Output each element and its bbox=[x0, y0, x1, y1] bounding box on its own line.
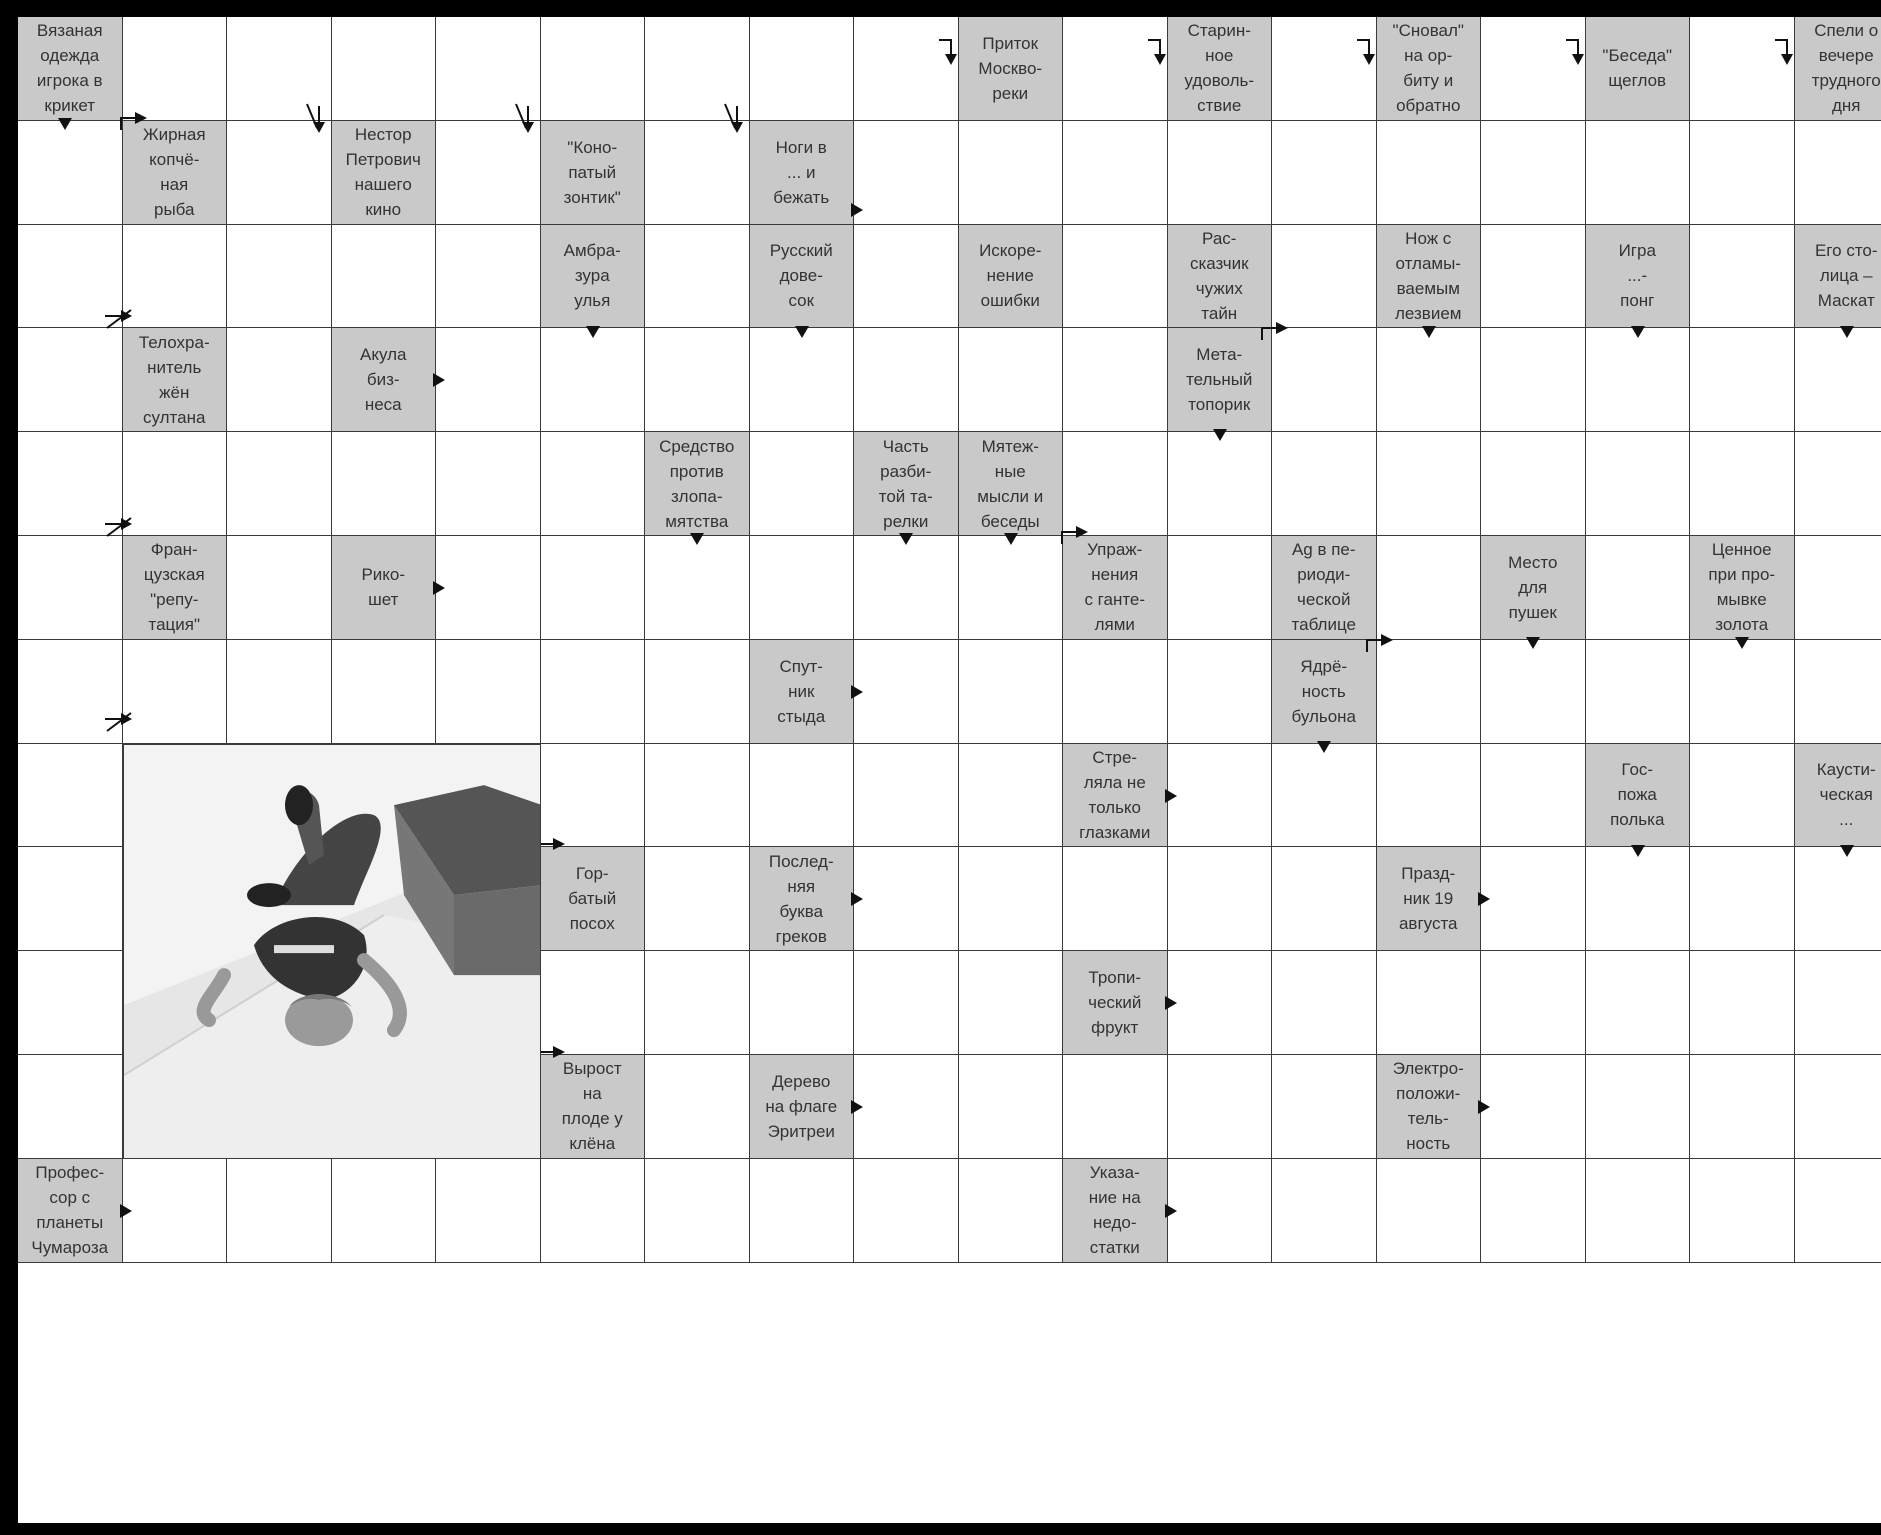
answer-cell[interactable] bbox=[18, 121, 123, 225]
answer-cell[interactable] bbox=[1272, 17, 1377, 121]
clue-text: Упраж- нения с ганте- лями bbox=[1084, 540, 1146, 635]
clue-cell bbox=[541, 121, 646, 225]
clue-text: Спели о вечере трудного дня bbox=[1811, 21, 1881, 116]
clue-cell bbox=[332, 328, 437, 432]
clue-text: Место для пушек bbox=[1508, 552, 1558, 622]
clue-cell bbox=[1795, 17, 1881, 121]
answer-cell[interactable] bbox=[18, 951, 123, 1055]
clue-text: Жирная копчё- ная рыба bbox=[142, 125, 206, 220]
breakdancer-photo bbox=[123, 744, 541, 1159]
answer-cell[interactable] bbox=[1272, 1159, 1377, 1263]
answer-cell[interactable] bbox=[436, 121, 541, 225]
clue-cell bbox=[1377, 17, 1482, 121]
answer-cell[interactable] bbox=[1377, 121, 1482, 225]
answer-cell[interactable] bbox=[1063, 225, 1168, 329]
answer-cell[interactable] bbox=[645, 17, 750, 121]
clue-text: Игра ...- понг bbox=[1618, 241, 1656, 311]
answer-cell[interactable] bbox=[645, 640, 750, 744]
answer-cell[interactable] bbox=[436, 328, 541, 432]
answer-cell[interactable] bbox=[227, 121, 332, 225]
answer-cell[interactable] bbox=[645, 1159, 750, 1263]
answer-cell[interactable] bbox=[1586, 847, 1691, 951]
clue-text: Дерево на флаге Эритреи bbox=[765, 1071, 838, 1141]
answer-cell[interactable] bbox=[541, 744, 646, 848]
clue-cell bbox=[1063, 536, 1168, 640]
clue-cell bbox=[1377, 1055, 1482, 1159]
answer-cell[interactable] bbox=[541, 432, 646, 536]
clue-text: Мета- тельный топорик bbox=[1186, 345, 1253, 415]
clue-cell bbox=[959, 225, 1064, 329]
answer-cell[interactable] bbox=[1795, 951, 1881, 1055]
answer-cell[interactable] bbox=[1586, 536, 1691, 640]
answer-cell[interactable] bbox=[1377, 744, 1482, 848]
answer-cell[interactable] bbox=[1481, 951, 1586, 1055]
answer-cell[interactable] bbox=[1481, 744, 1586, 848]
answer-cell[interactable] bbox=[1272, 847, 1377, 951]
answer-cell[interactable] bbox=[541, 17, 646, 121]
answer-cell[interactable] bbox=[1690, 951, 1795, 1055]
clue-text: Празд- ник 19 августа bbox=[1398, 864, 1458, 934]
board-frame bbox=[0, 0, 18, 1535]
clue-cell bbox=[645, 432, 750, 536]
answer-cell[interactable] bbox=[750, 744, 855, 848]
clue-text: "Сновал" на ор- биту и обратно bbox=[1392, 21, 1464, 116]
answer-cell[interactable] bbox=[1272, 121, 1377, 225]
answer-cell[interactable] bbox=[1377, 640, 1482, 744]
clue-cell bbox=[1377, 225, 1482, 329]
clue-cell bbox=[123, 121, 228, 225]
answer-cell[interactable] bbox=[227, 17, 332, 121]
answer-cell[interactable] bbox=[18, 744, 123, 848]
answer-cell[interactable] bbox=[1377, 1159, 1482, 1263]
clue-cell bbox=[1168, 225, 1273, 329]
answer-cell[interactable] bbox=[1481, 17, 1586, 121]
clue-text: Ag в пе- риоди- ческой таблице bbox=[1291, 540, 1356, 635]
clue-cell bbox=[750, 640, 855, 744]
answer-cell[interactable] bbox=[1586, 640, 1691, 744]
answer-cell[interactable] bbox=[1690, 847, 1795, 951]
answer-cell[interactable] bbox=[645, 225, 750, 329]
answer-cell[interactable] bbox=[1690, 121, 1795, 225]
clue-text: Вязаная одежда игрока в крикет bbox=[36, 21, 103, 116]
answer-cell[interactable] bbox=[332, 17, 437, 121]
answer-cell[interactable] bbox=[18, 640, 123, 744]
clue-text: Гор- батый посох bbox=[568, 864, 617, 934]
clue-cell bbox=[750, 225, 855, 329]
answer-cell[interactable] bbox=[854, 17, 959, 121]
answer-cell[interactable] bbox=[959, 1159, 1064, 1263]
clue-cell bbox=[1690, 536, 1795, 640]
clue-text: Рико- шет bbox=[361, 565, 406, 610]
answer-cell[interactable] bbox=[1586, 328, 1691, 432]
answer-cell[interactable] bbox=[1063, 1055, 1168, 1159]
answer-cell[interactable] bbox=[123, 1159, 228, 1263]
answer-cell[interactable] bbox=[1168, 1055, 1273, 1159]
answer-cell[interactable] bbox=[1272, 951, 1377, 1055]
answer-cell[interactable] bbox=[332, 1159, 437, 1263]
answer-cell[interactable] bbox=[959, 847, 1064, 951]
board-frame bbox=[0, 1523, 1881, 1535]
clue-text: Рас- сказчик чужих тайн bbox=[1189, 229, 1249, 323]
answer-cell[interactable] bbox=[854, 744, 959, 848]
answer-cell[interactable] bbox=[1377, 536, 1482, 640]
answer-cell[interactable] bbox=[1586, 951, 1691, 1055]
clue-text: Мятеж- ные мысли и беседы bbox=[977, 436, 1044, 531]
clue-cell bbox=[18, 17, 123, 121]
answer-cell[interactable] bbox=[959, 1055, 1064, 1159]
answer-cell[interactable] bbox=[436, 17, 541, 121]
clue-text: Профес- сор с планеты Чумароза bbox=[31, 1163, 109, 1258]
clue-text: Ноги в ... и бежать bbox=[773, 137, 830, 207]
clue-text: Часть разби- той та- релки bbox=[878, 436, 933, 531]
answer-cell[interactable] bbox=[227, 1159, 332, 1263]
answer-cell[interactable] bbox=[854, 225, 959, 329]
answer-cell[interactable] bbox=[750, 432, 855, 536]
answer-cell[interactable] bbox=[959, 328, 1064, 432]
clue-text: Телохра- нитель жён султана bbox=[138, 332, 210, 427]
answer-cell[interactable] bbox=[1377, 951, 1482, 1055]
answer-cell[interactable] bbox=[18, 1055, 123, 1159]
answer-cell[interactable] bbox=[1795, 847, 1881, 951]
answer-cell[interactable] bbox=[332, 225, 437, 329]
answer-cell[interactable] bbox=[123, 225, 228, 329]
answer-cell[interactable] bbox=[1795, 328, 1881, 432]
clue-cell bbox=[1272, 536, 1377, 640]
answer-cell[interactable] bbox=[1690, 328, 1795, 432]
answer-cell[interactable] bbox=[645, 1055, 750, 1159]
answer-cell[interactable] bbox=[645, 951, 750, 1055]
clue-cell bbox=[541, 847, 646, 951]
answer-cell[interactable] bbox=[332, 432, 437, 536]
answer-cell[interactable] bbox=[436, 536, 541, 640]
answer-cell[interactable] bbox=[1063, 432, 1168, 536]
answer-cell[interactable] bbox=[541, 951, 646, 1055]
answer-cell[interactable] bbox=[750, 536, 855, 640]
clue-text: Указа- ние на недо- статки bbox=[1088, 1163, 1141, 1258]
answer-cell[interactable] bbox=[1690, 17, 1795, 121]
answer-cell[interactable] bbox=[332, 640, 437, 744]
clue-text: Акула биз- неса bbox=[360, 345, 407, 415]
answer-cell[interactable] bbox=[1168, 1159, 1273, 1263]
answer-cell[interactable] bbox=[1063, 640, 1168, 744]
clue-cell bbox=[1481, 536, 1586, 640]
answer-cell[interactable] bbox=[436, 640, 541, 744]
answer-cell[interactable] bbox=[1481, 121, 1586, 225]
answer-cell[interactable] bbox=[123, 640, 228, 744]
clue-text: Каусти- ческая ... bbox=[1816, 760, 1876, 830]
answer-cell[interactable] bbox=[1272, 225, 1377, 329]
answer-cell[interactable] bbox=[541, 328, 646, 432]
answer-cell[interactable] bbox=[1063, 121, 1168, 225]
answer-cell[interactable] bbox=[1168, 432, 1273, 536]
answer-cell[interactable] bbox=[227, 536, 332, 640]
clue-cell bbox=[1168, 17, 1273, 121]
answer-cell[interactable] bbox=[1690, 640, 1795, 744]
answer-cell[interactable] bbox=[645, 744, 750, 848]
answer-cell[interactable] bbox=[1168, 744, 1273, 848]
answer-cell[interactable] bbox=[1063, 17, 1168, 121]
clue-cell bbox=[541, 225, 646, 329]
answer-cell[interactable] bbox=[1586, 1055, 1691, 1159]
answer-cell[interactable] bbox=[1795, 640, 1881, 744]
answer-cell[interactable] bbox=[18, 328, 123, 432]
answer-cell[interactable] bbox=[854, 1055, 959, 1159]
answer-cell[interactable] bbox=[541, 536, 646, 640]
answer-cell[interactable] bbox=[1168, 536, 1273, 640]
answer-cell[interactable] bbox=[854, 536, 959, 640]
answer-cell[interactable] bbox=[123, 17, 228, 121]
clue-cell bbox=[541, 1055, 646, 1159]
clue-cell bbox=[959, 17, 1064, 121]
clue-text: Искоре- нение ошибки bbox=[979, 241, 1042, 311]
answer-cell[interactable] bbox=[854, 328, 959, 432]
clue-text: Русский дове- сок bbox=[769, 241, 833, 311]
answer-cell[interactable] bbox=[1795, 432, 1881, 536]
answer-cell[interactable] bbox=[541, 1159, 646, 1263]
answer-cell[interactable] bbox=[1481, 640, 1586, 744]
clue-text: Гос- пожа полька bbox=[1610, 760, 1665, 830]
clue-text: Приток Москво- реки bbox=[978, 33, 1043, 103]
answer-cell[interactable] bbox=[750, 951, 855, 1055]
answer-cell[interactable] bbox=[1690, 225, 1795, 329]
answer-cell[interactable] bbox=[1795, 121, 1881, 225]
answer-cell[interactable] bbox=[959, 744, 1064, 848]
clue-cell bbox=[1586, 17, 1691, 121]
answer-cell[interactable] bbox=[1272, 1055, 1377, 1159]
answer-cell[interactable] bbox=[750, 1159, 855, 1263]
clue-text: Тропи- ческий фрукт bbox=[1088, 968, 1142, 1038]
answer-cell[interactable] bbox=[227, 225, 332, 329]
answer-cell[interactable] bbox=[645, 847, 750, 951]
answer-cell[interactable] bbox=[18, 432, 123, 536]
clue-cell bbox=[123, 536, 228, 640]
answer-cell[interactable] bbox=[227, 432, 332, 536]
answer-cell[interactable] bbox=[436, 1159, 541, 1263]
clue-text: Старин- ное удоволь- ствие bbox=[1184, 21, 1255, 116]
answer-cell[interactable] bbox=[1272, 328, 1377, 432]
answer-cell[interactable] bbox=[1481, 432, 1586, 536]
answer-cell[interactable] bbox=[1481, 1055, 1586, 1159]
answer-cell[interactable] bbox=[1690, 1159, 1795, 1263]
answer-cell[interactable] bbox=[645, 536, 750, 640]
clue-cell bbox=[1586, 225, 1691, 329]
clue-text: Его сто- лица – Маскат bbox=[1814, 241, 1878, 311]
clue-cell bbox=[1063, 951, 1168, 1055]
clue-text: Ценное при про- мывке золота bbox=[1708, 540, 1776, 635]
answer-cell[interactable] bbox=[1690, 432, 1795, 536]
clue-text: Средство против злопа- мятства bbox=[659, 436, 735, 531]
clue-cell bbox=[1063, 744, 1168, 848]
answer-cell[interactable] bbox=[854, 951, 959, 1055]
board-frame bbox=[0, 0, 1881, 17]
clue-text: Послед- няя буква греков bbox=[768, 851, 834, 946]
clue-cell bbox=[18, 1159, 123, 1263]
clue-cell bbox=[1586, 744, 1691, 848]
answer-cell[interactable] bbox=[645, 121, 750, 225]
answer-cell[interactable] bbox=[645, 328, 750, 432]
clue-text: "Коно- патый зонтик" bbox=[563, 137, 621, 207]
answer-cell[interactable] bbox=[959, 121, 1064, 225]
answer-cell[interactable] bbox=[750, 17, 855, 121]
clue-text: Амбра- зура улья bbox=[563, 241, 621, 311]
answer-cell[interactable] bbox=[1377, 432, 1482, 536]
answer-cell[interactable] bbox=[1481, 847, 1586, 951]
clue-cell bbox=[750, 121, 855, 225]
answer-cell[interactable] bbox=[1377, 328, 1482, 432]
clue-text: Электро- положи- тель- ность bbox=[1392, 1059, 1464, 1154]
answer-cell[interactable] bbox=[18, 847, 123, 951]
answer-cell[interactable] bbox=[227, 328, 332, 432]
answer-cell[interactable] bbox=[1690, 1055, 1795, 1159]
clue-cell bbox=[854, 432, 959, 536]
answer-cell[interactable] bbox=[959, 536, 1064, 640]
answer-cell[interactable] bbox=[1481, 1159, 1586, 1263]
clue-cell bbox=[1272, 640, 1377, 744]
clue-text: Фран- цузская "репу- тация" bbox=[143, 540, 205, 635]
answer-cell[interactable] bbox=[854, 1159, 959, 1263]
clue-cell bbox=[750, 847, 855, 951]
answer-cell[interactable] bbox=[1168, 847, 1273, 951]
answer-cell[interactable] bbox=[1063, 328, 1168, 432]
answer-cell[interactable] bbox=[1690, 744, 1795, 848]
clue-cell bbox=[1063, 1159, 1168, 1263]
answer-cell[interactable] bbox=[854, 121, 959, 225]
answer-cell[interactable] bbox=[436, 432, 541, 536]
answer-cell[interactable] bbox=[1272, 432, 1377, 536]
clue-cell bbox=[1168, 328, 1273, 432]
clue-cell bbox=[1795, 744, 1881, 848]
answer-cell[interactable] bbox=[750, 328, 855, 432]
answer-cell[interactable] bbox=[1586, 121, 1691, 225]
clue-cell bbox=[332, 121, 437, 225]
answer-cell[interactable] bbox=[1586, 1159, 1691, 1263]
clue-cell bbox=[1377, 847, 1482, 951]
answer-cell[interactable] bbox=[123, 432, 228, 536]
clue-cell bbox=[332, 536, 437, 640]
answer-cell[interactable] bbox=[18, 225, 123, 329]
clue-text: Стре- ляла не только глазками bbox=[1079, 748, 1151, 842]
clue-cell bbox=[750, 1055, 855, 1159]
answer-cell[interactable] bbox=[1063, 847, 1168, 951]
answer-cell[interactable] bbox=[854, 640, 959, 744]
clue-text: Нестор Петрович нашего кино bbox=[345, 125, 421, 220]
clue-text: Ядрё- ность бульона bbox=[1291, 656, 1357, 726]
clue-text: Нож с отламы- ваемым лезвием bbox=[1395, 229, 1462, 323]
answer-cell[interactable] bbox=[18, 536, 123, 640]
answer-cell[interactable] bbox=[1272, 744, 1377, 848]
answer-cell[interactable] bbox=[227, 640, 332, 744]
answer-cell[interactable] bbox=[959, 951, 1064, 1055]
answer-cell[interactable] bbox=[1168, 121, 1273, 225]
answer-cell[interactable] bbox=[1168, 640, 1273, 744]
answer-cell[interactable] bbox=[1795, 536, 1881, 640]
clue-cell bbox=[959, 432, 1064, 536]
clue-cell bbox=[1795, 225, 1881, 329]
answer-cell[interactable] bbox=[1586, 432, 1691, 536]
clue-cell bbox=[123, 328, 228, 432]
answer-cell[interactable] bbox=[436, 225, 541, 329]
answer-cell[interactable] bbox=[854, 847, 959, 951]
clue-text: Спут- ник стыда bbox=[777, 656, 826, 726]
answer-cell[interactable] bbox=[959, 640, 1064, 744]
clue-text: Выpост на плоде у клёна bbox=[561, 1059, 623, 1154]
clue-text: "Беседа" щеглов bbox=[1602, 46, 1673, 91]
breakdancer-illustration bbox=[124, 745, 541, 1159]
answer-cell[interactable] bbox=[1168, 951, 1273, 1055]
answer-cell[interactable] bbox=[1481, 225, 1586, 329]
answer-cell[interactable] bbox=[1795, 1055, 1881, 1159]
answer-cell[interactable] bbox=[541, 640, 646, 744]
answer-cell[interactable] bbox=[1795, 1159, 1881, 1263]
answer-cell[interactable] bbox=[1481, 328, 1586, 432]
